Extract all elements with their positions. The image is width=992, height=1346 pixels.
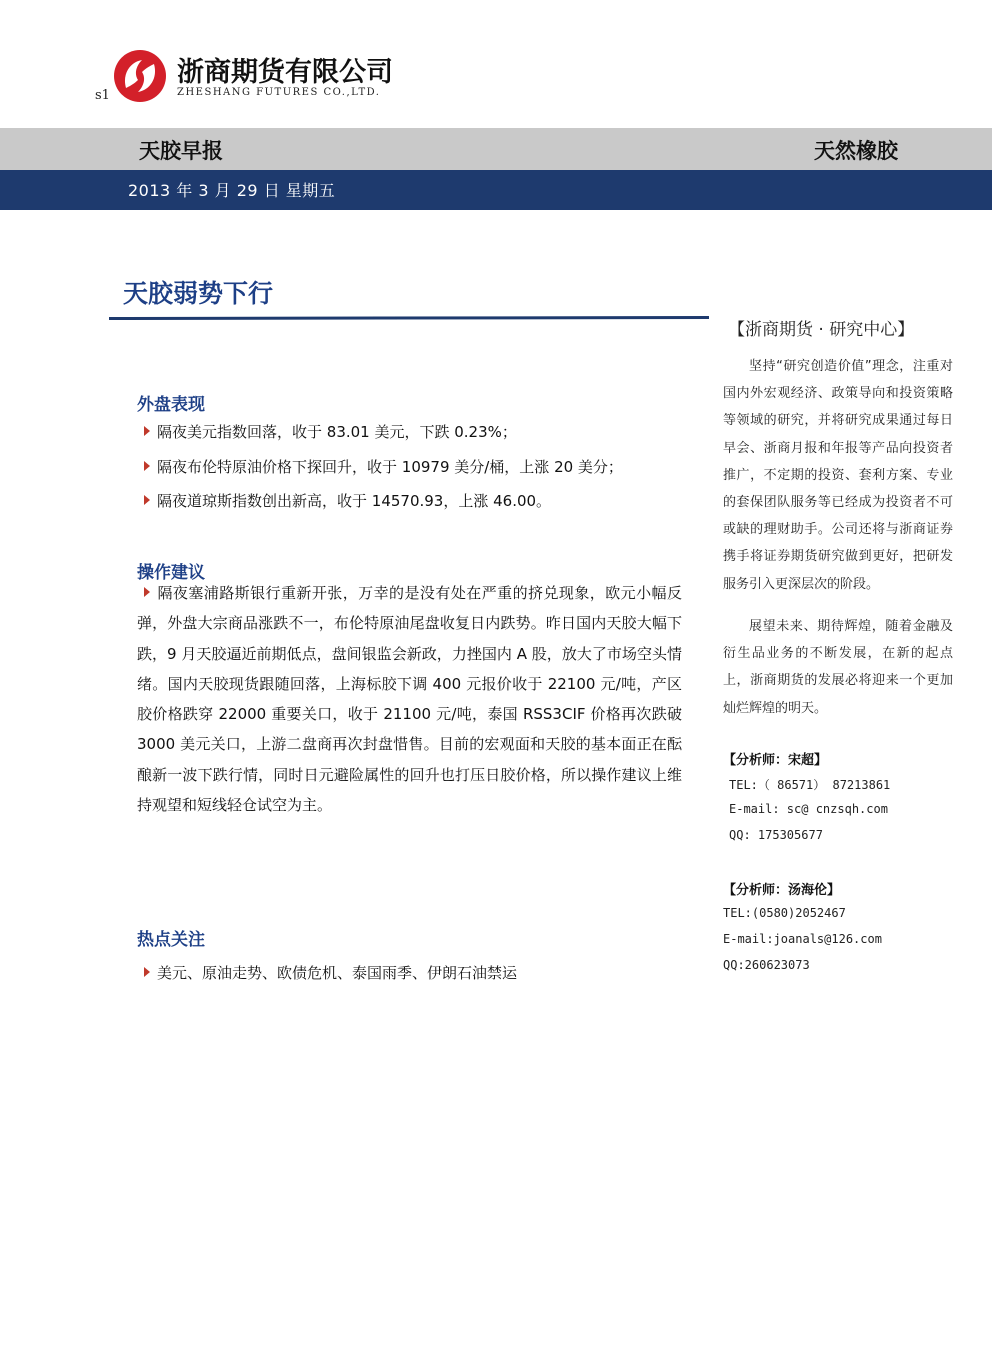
analyst-2-email: E-mail:joanals@126.com (723, 932, 882, 946)
analyst-1-tel: TEL:（ 86571） 87213861 (729, 778, 891, 792)
report-name: 天胶早报 (139, 139, 223, 163)
sidebar-title: 【浙商期货 · 研究中心】 (728, 320, 915, 340)
headline: 天胶弱势下行 (123, 279, 274, 308)
bullet-arrow-icon (144, 587, 150, 597)
bullet-arrow-icon (144, 495, 150, 505)
section-title-advice: 操作建议 (137, 563, 205, 583)
title-band (0, 128, 992, 170)
bullet-arrow-icon (144, 426, 150, 436)
list-item: 隔夜布伦特原油价格下探回升，收于 10979 美分/桶，上涨 20 美分； (144, 456, 623, 477)
company-logo-icon (112, 48, 168, 104)
analyst-1-email: E-mail: sc@ cnzsqh.com (729, 802, 888, 816)
section-title-overseas: 外盘表现 (137, 395, 205, 415)
analyst-1-title: 【分析师：宋超】 (723, 753, 828, 768)
analyst-1-qq: QQ: 175305677 (729, 828, 823, 842)
analyst-2-tel: TEL:(0580)2052467 (723, 906, 846, 920)
section-title-focus: 热点关注 (137, 930, 205, 950)
bullet-arrow-icon (144, 967, 150, 977)
headline-divider (109, 316, 709, 320)
list-item: 美元、原油走势、欧债危机、泰国雨季、伊朗石油禁运 (144, 962, 517, 983)
analyst-2-qq: QQ:260623073 (723, 958, 810, 972)
sidebar-outlook-paragraph: 展望未来、期待辉煌，随着金融及衍生品业务的不断发展，在新的起点上，浙商期货的发展必将迎来一个更加灿烂辉煌的明天。 (723, 619, 953, 716)
list-item: 隔夜美元指数回落，收于 83.01 美元，下跌 0.23%； (144, 421, 517, 442)
advice-paragraph: 隔夜塞浦路斯银行重新开张，万幸的是没有处在严重的挤兑现象，欧元小幅反弹，外盘大宗商品涨跌不一，布伦特原油尾盘收复日内跌势。昨日国内天胶大幅下跌，9 月天胶逼近前期低点，盘间银监会新政，力挫国内 A 股，放大了市场空头情绪。国内天胶现货跟随回落，上海标胶下调 400 元报价收于 22100 元/吨，产区胶价格跌穿 22000 重要关口，收于 21100 元/吨，泰国 RSS3CIF 价格再次跌破 3000 美元关口，上游二盘商再次封盘惜售。目前的宏观面和天胶的基本面正在酝酿新一波下跌行情，同时日元避险属性的回升也打压日胶价格，所以操作建议上维持观望和短线轻仓试空为主。 (137, 584, 682, 815)
report-date: 2013 年 3 月 29 日 星期五 (128, 181, 336, 200)
report-category: 天然橡胶 (814, 139, 898, 163)
sidebar-intro-paragraph: 坚持“研究创造价值”理念，注重对国内外宏观经济、政策导向和投资策略等领域的研究，并将研究成果通过每日早会、浙商月报和年报等产品向投资者推广，不定期的投资、套利方案、专业的套保团队服务等已经成为投资者不可或缺的理财助手。公司还将与浙商证券携手将证券期货研究做到更好，把研发服务引入更深层次的阶段。 (723, 359, 953, 592)
date-band (0, 170, 992, 210)
bullet-arrow-icon (144, 461, 150, 471)
page-mark: s1 (95, 88, 110, 103)
company-name-cn: 浙商期货有限公司 (177, 57, 393, 88)
company-name-en: ZHESHANG FUTURES CO.,LTD. (177, 87, 381, 98)
analyst-2-title: 【分析师：汤海伦】 (723, 883, 841, 898)
list-item: 隔夜道琼斯指数创出新高，收于 14570.93，上涨 46.00。 (144, 490, 551, 511)
